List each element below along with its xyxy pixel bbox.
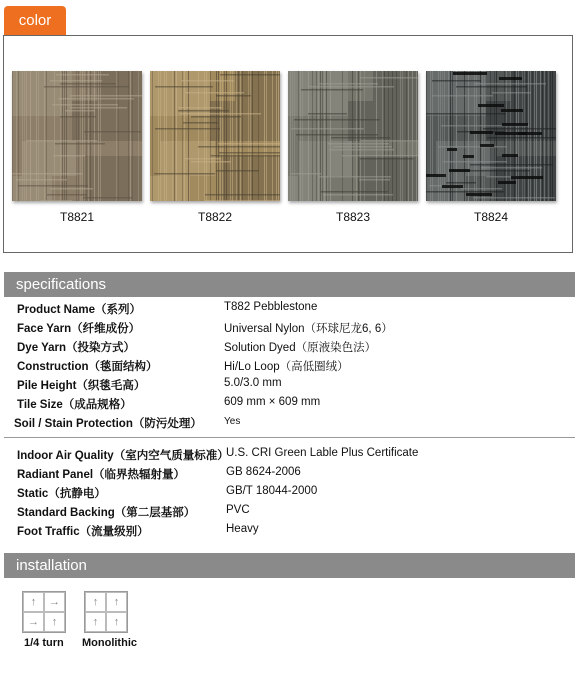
spec-value: Heavy	[226, 523, 259, 535]
swatch-t8823[interactable]	[288, 71, 418, 201]
spec-label: Tile Size（成品规格）	[17, 399, 132, 411]
spec-value: 609 mm × 609 mm	[224, 396, 321, 408]
spec-value: GB 8624-2006	[226, 466, 301, 478]
spec-value: U.S. CRI Green Lable Plus Certificate	[226, 447, 419, 459]
spec-value: 5.0/3.0 mm	[224, 377, 282, 389]
monolithic-grid-icon	[84, 591, 128, 633]
install-method-label: 1/4 turn	[24, 637, 64, 649]
arrow-up-icon: ↑	[85, 592, 106, 612]
arrow-right-icon: →	[23, 612, 44, 632]
arrow-right-icon: →	[44, 592, 65, 612]
spec-value: Solution Dyed（原液染色法）	[224, 342, 377, 354]
arrow-up-icon: ↑	[106, 612, 127, 632]
spec-value: PVC	[226, 504, 250, 516]
arrow-up-icon: ↑	[106, 592, 127, 612]
spec-label: Construction（毯面结构）	[17, 361, 158, 373]
color-tab: color	[4, 6, 66, 36]
swatch-code: T8823	[335, 210, 371, 224]
spec-value: Hi/Lo Loop（高低圈绒）	[224, 361, 349, 373]
swatch-code: T8824	[473, 210, 509, 224]
spec-label: Dye Yarn（投染方式）	[17, 342, 136, 354]
spec-label: Face Yarn（纤维成份）	[17, 323, 141, 335]
spec-value: Universal Nylon（环球尼龙6, 6）	[224, 323, 393, 335]
swatch-t8824[interactable]	[426, 71, 556, 201]
spec-label: Radiant Panel（临界热辐射量）	[17, 469, 186, 481]
spec-label: Standard Backing（第二层基部）	[17, 507, 196, 519]
spec-label: Product Name（系列）	[17, 304, 141, 316]
arrow-up-icon: ↑	[23, 592, 44, 612]
spec-value: T882 Pebblestone	[224, 301, 318, 313]
swatch-t8822[interactable]	[150, 71, 280, 201]
quarter-turn-grid-icon	[22, 591, 66, 633]
spec-label: Foot Traffic（流量级别）	[17, 526, 149, 538]
spec-label: Indoor Air Quality（室内空气质量标准）	[17, 450, 229, 462]
swatch-t8821[interactable]	[12, 71, 142, 201]
spec-divider	[4, 437, 575, 438]
spec-label: Pile Height（织毯毛高）	[17, 380, 146, 392]
install-method-label: Monolithic	[82, 637, 137, 649]
spec-value: Yes	[224, 416, 241, 427]
arrow-up-icon: ↑	[44, 612, 65, 632]
swatch-code: T8821	[59, 210, 95, 224]
specifications-header: specifications	[4, 272, 575, 297]
spec-label: Soil / Stain Protection（防污处理）	[14, 418, 202, 430]
spec-label: Static（抗静电）	[17, 488, 106, 500]
spec-value: GB/T 18044-2000	[226, 485, 318, 497]
installation-header: installation	[4, 553, 575, 578]
arrow-up-icon: ↑	[85, 612, 106, 632]
swatch-code: T8822	[197, 210, 233, 224]
